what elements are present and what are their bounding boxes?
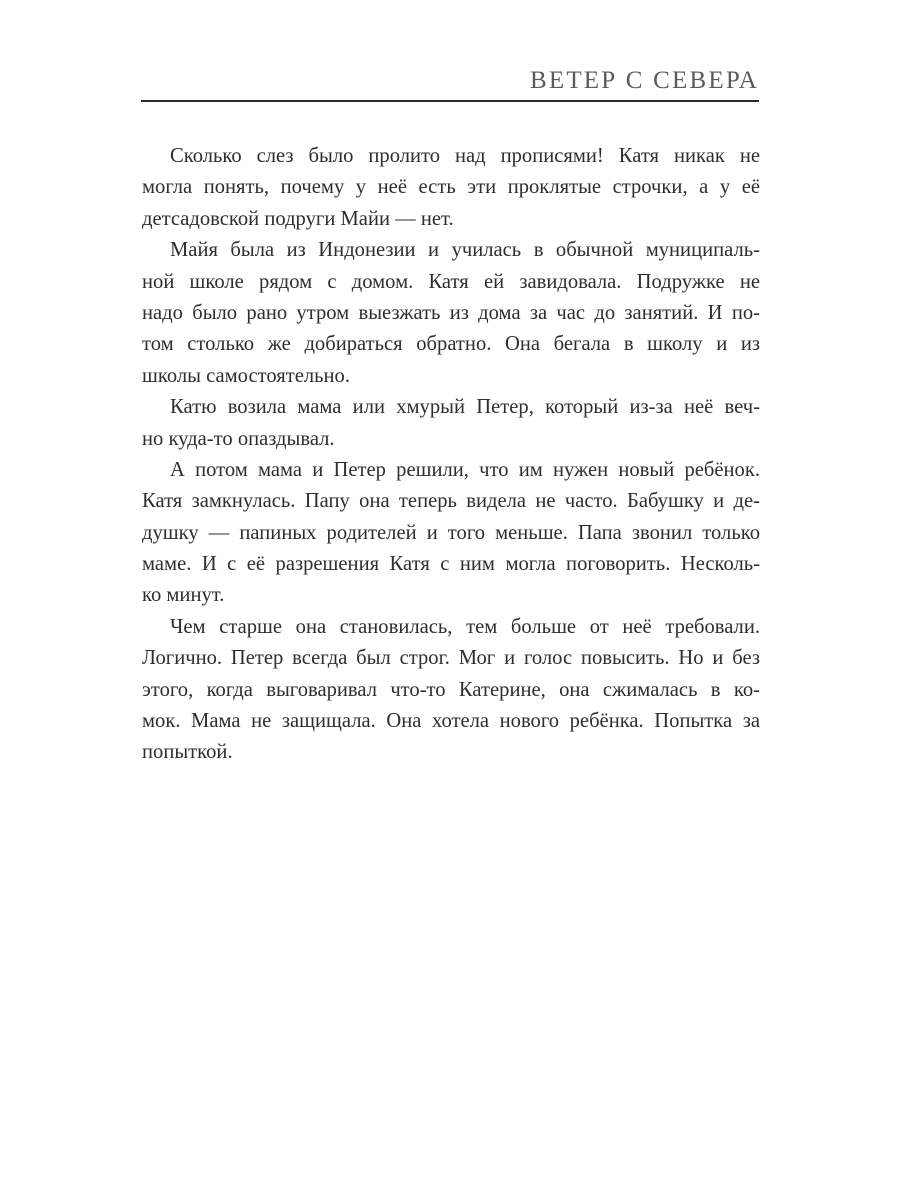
- text-line: А потом мама и Петер решили, что им нужен новый ребёнок.: [170, 458, 760, 481]
- body-text: [142, 141, 760, 769]
- text-line: Логично. Петер всегда был строг. Мог и голос повысить. Но и без: [142, 647, 760, 670]
- text-line: Чем старше она становилась, тем больше от неё требовали.: [170, 615, 760, 638]
- text-line: Катя замкнулась. Папу она теперь видела не часто. Бабушку и де-: [142, 490, 760, 513]
- text-line: но куда-то опаздывал.: [142, 427, 335, 450]
- text-line: Катю возила мама или хмурый Петер, который из-за неё веч-: [170, 396, 760, 419]
- text-line: этого, когда выговаривал что-то Катерине, она сжималась в ко-: [142, 678, 760, 701]
- text-line: Майя была из Индонезии и училась в обычной муниципаль-: [170, 239, 760, 262]
- text-line: маме. И с её разрешения Катя с ним могла поговорить. Несколь-: [142, 553, 760, 576]
- text-line: том столько же добираться обратно. Она бегала в школу и из: [142, 333, 760, 356]
- text-line: надо было рано утром выезжать из дома за час до занятий. И по-: [142, 301, 760, 324]
- header-rule: [141, 100, 759, 102]
- paragraph: [142, 141, 760, 235]
- text-line: мок. Мама не защищала. Она хотела нового ребёнка. Попытка за: [142, 710, 760, 733]
- text-line: ко минут.: [142, 584, 225, 607]
- paragraph: [142, 392, 760, 455]
- running-head: [141, 62, 759, 102]
- paragraph: [142, 235, 760, 392]
- text-line: ной школе рядом с домом. Катя ей завидовала. Подружке не: [142, 270, 760, 293]
- running-head-title: ВЕТЕР С СЕВЕРА: [529, 67, 759, 94]
- text-line: школы самостоятельно.: [142, 364, 350, 387]
- text-line: детсадовской подруги Майи — нет.: [142, 207, 454, 230]
- text-line: душку — папиных родителей и того меньше. Папа звонил только: [142, 521, 760, 544]
- text-line: могла понять, почему у неё есть эти проклятые строчки, а у её: [142, 176, 760, 199]
- text-line: Сколько слез было пролито над прописями! Катя никак не: [170, 145, 760, 167]
- text-line: попыткой.: [142, 741, 233, 764]
- paragraph: [142, 455, 760, 612]
- paragraph: [142, 612, 760, 769]
